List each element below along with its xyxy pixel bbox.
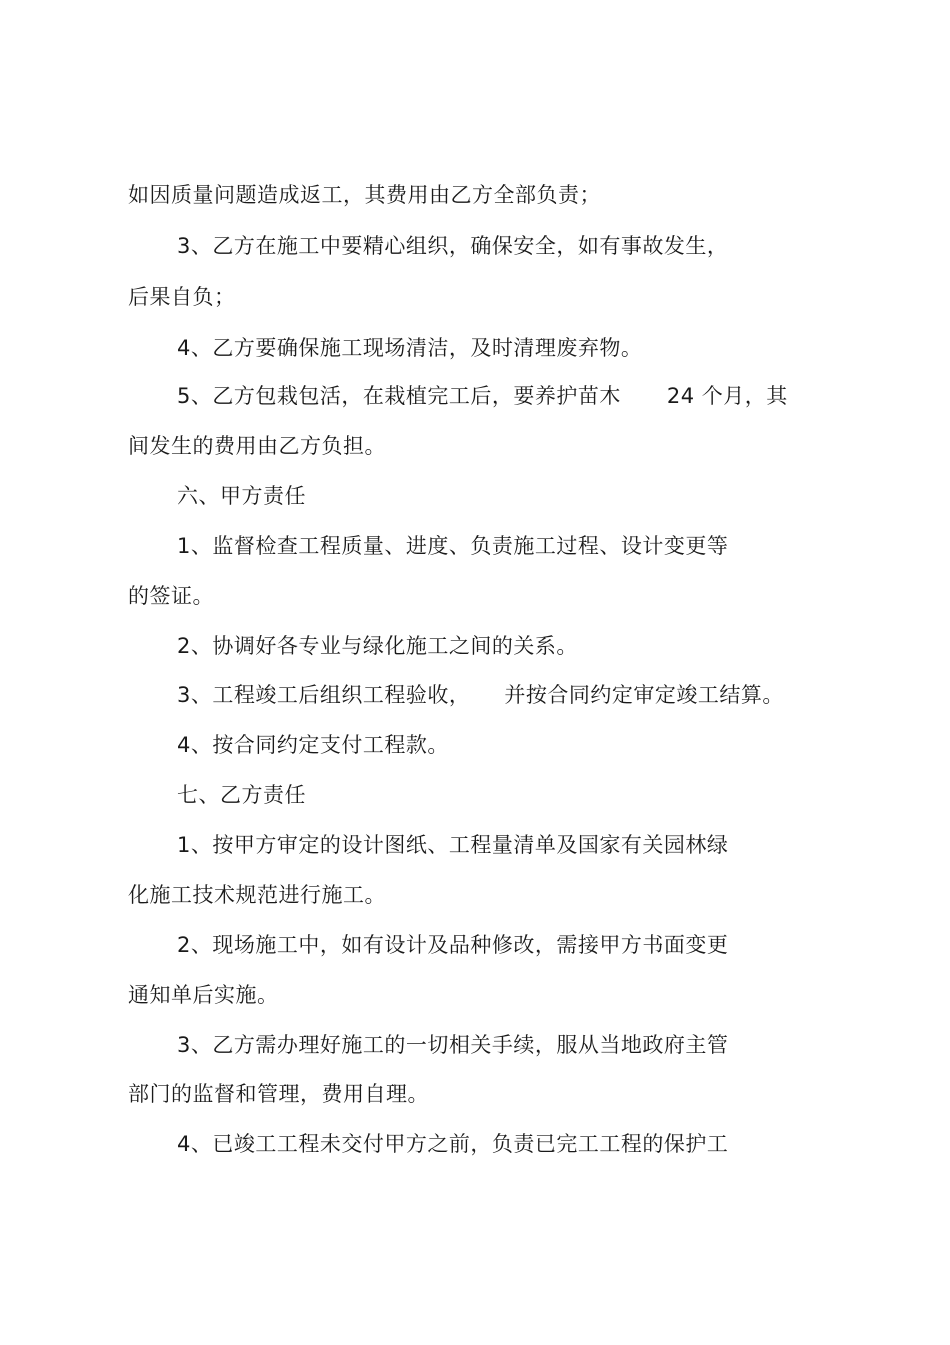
text-line: 3、乙方在施工中要精心组织，确保安全，如有事故发生， [177,234,729,258]
text-segment: 3、工程竣工后组织工程验收， [177,683,471,707]
text-segment: 5、乙方包栽包活，在栽植完工后，要养护苗木 [177,384,621,408]
text-line: 如因质量问题造成返工，其费用由乙方全部负责； [128,183,601,207]
section-heading: 七、乙方责任 [177,783,306,807]
text-line: 2、现场施工中，如有设计及品种修改，需接甲方书面变更 [177,933,729,957]
text-line: 4、按合同约定支付工程款。 [177,733,449,757]
text-line: 4、已竣工工程未交付甲方之前，负责已完工工程的保护工 [177,1132,729,1156]
text-line: 部门的监督和管理，费用自理。 [128,1082,429,1106]
text-line: 间发生的费用由乙方负担。 [128,434,386,458]
text-line [177,382,788,410]
text-line: 4、乙方要确保施工现场清洁，及时清理废弃物。 [177,336,643,360]
text-line: 1、监督检查工程质量、进度、负责施工过程、设计变更等 [177,534,729,558]
text-line [177,681,784,709]
text-line: 1、按甲方审定的设计图纸、工程量清单及国家有关园林绿 [177,833,729,857]
section-heading: 六、甲方责任 [177,484,306,508]
text-line: 2、协调好各专业与绿化施工之间的关系。 [177,634,578,658]
text-line: 后果自负； [128,285,236,309]
text-line: 化施工技术规范进行施工。 [128,883,386,907]
text-segment: 24 个月，其 [666,384,788,408]
text-segment: 并按合同约定审定竣工结算。 [504,683,784,707]
text-line: 的签证。 [128,584,214,608]
text-line: 通知单后实施。 [128,983,279,1007]
text-line: 3、乙方需办理好施工的一切相关手续，服从当地政府主管 [177,1033,729,1057]
